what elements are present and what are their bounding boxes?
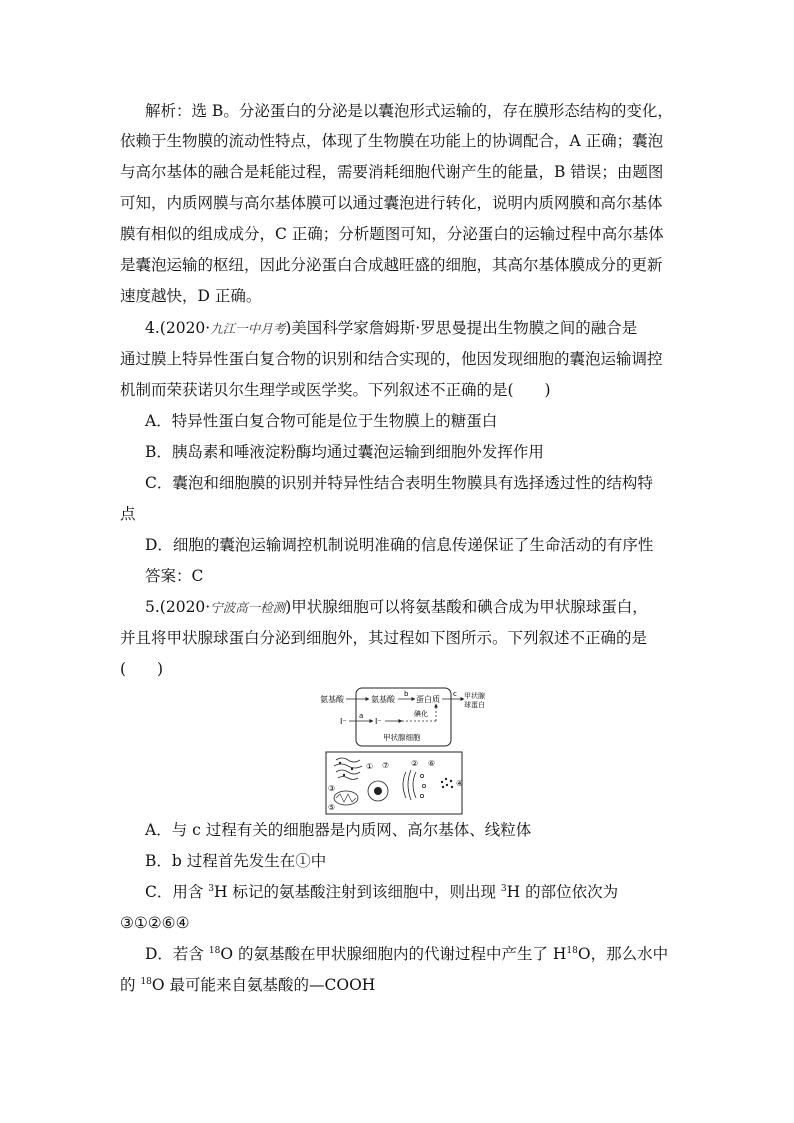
q5-stem-line-1 bbox=[145, 597, 648, 618]
label-1: ① bbox=[366, 762, 374, 771]
iodide-outside-label: I⁻ bbox=[340, 717, 347, 726]
product-label-2: 球蛋白 bbox=[464, 701, 485, 709]
q5-year: (2020· bbox=[159, 598, 211, 616]
label-7: ⑦ bbox=[382, 761, 390, 770]
q4-option-a: A．特异性蛋白复合物可能是位于生物膜上的糖蛋白 bbox=[145, 412, 498, 430]
q4-option-c-line-2: 点 bbox=[120, 505, 136, 523]
q4-option-c-line-1: C．囊泡和细胞膜的识别并特异性结合表明生物膜具有选择透过性的结构特 bbox=[145, 474, 653, 492]
endoplasmic-reticulum bbox=[334, 758, 362, 780]
label-a: a bbox=[359, 712, 364, 720]
label-c: c bbox=[453, 690, 457, 698]
amino-acid-outside-label: 氨基酸 bbox=[320, 695, 344, 704]
iodination-label: 碘化 bbox=[414, 710, 428, 718]
q4-stem-line-3: 机制而荣获诺贝尔生理学或医学奖。下列叙述不正确的是( ) bbox=[120, 381, 551, 399]
secretory-vesicles bbox=[441, 778, 453, 788]
q5-option-d-line-2-sup: 18 bbox=[140, 977, 152, 987]
q5-option-d-line-2-prefix: 的 bbox=[120, 976, 141, 994]
q4-stem-line-2: 通过膜上特异性蛋白复合物的识别和结合实现的，他因发现细胞的囊泡运输调控 bbox=[120, 350, 663, 368]
q5-option-d-mid: O 的氨基酸在甲状腺细胞内的代谢过程中产生了 H bbox=[220, 945, 567, 963]
q4-option-d: D．细胞的囊泡运输调控机制说明准确的信息传递保证了生命活动的有序性 bbox=[145, 536, 654, 554]
mitochondrion-cristae bbox=[336, 794, 356, 802]
cell-name-label: 甲状腺细胞 bbox=[383, 733, 421, 742]
protein-label: 蛋白质 bbox=[416, 695, 440, 704]
q5-option-c-line-1 bbox=[145, 882, 618, 902]
label-4: ④ bbox=[456, 779, 464, 788]
analysis-line-1: 解析：选 B。分泌蛋白的分泌是以囊泡形式运输的，存在膜形态结构的变化， bbox=[145, 102, 673, 120]
label-2: ② bbox=[411, 759, 419, 768]
thyroid-cell-diagram bbox=[318, 686, 485, 816]
q5-option-d-sup-2: 18 bbox=[566, 946, 578, 956]
iodide-inside-label: I⁻ bbox=[375, 717, 382, 726]
q5-option-a: A．与 c 过程有关的细胞器是内质网、高尔基体、线粒体 bbox=[145, 821, 532, 839]
q4-source: 九江一中月考 bbox=[210, 321, 286, 336]
q5-option-c-sup-1: 3 bbox=[208, 884, 215, 894]
q5-option-d-line-2 bbox=[120, 975, 375, 995]
q5-option-c-prefix: C．用含 bbox=[145, 883, 209, 901]
label-b: b bbox=[404, 690, 409, 698]
amino-acid-inside-label: 氨基酸 bbox=[371, 695, 395, 704]
q5-number: 5. bbox=[145, 598, 160, 616]
q5-stem-line-3: ( ) bbox=[120, 660, 164, 678]
product-label-1: 甲状腺 bbox=[464, 692, 485, 700]
golgi-apparatus bbox=[403, 770, 426, 800]
analysis-line-5: 膜有相似的组成成分，C 正确；分析题图可知，分泌蛋白的运输过程中高尔基体 bbox=[120, 225, 664, 243]
analysis-line-4: 可知，内质网膜与高尔基体膜可以通过囊泡进行转化，说明内质网膜和高尔基体 bbox=[120, 194, 663, 212]
q4-stem-text-1: )美国科学家詹姆斯·罗思曼提出生物膜之间的融合是 bbox=[285, 319, 638, 337]
q5-stem-line-2: 并且将甲状腺球蛋白分泌到细胞外，其过程如下图所示。下列叙述不正确的是 bbox=[120, 629, 648, 647]
q5-option-c-mid: H 标记的氨基酸注射到该细胞中，则出现 bbox=[214, 883, 501, 901]
q5-option-d-line-1 bbox=[145, 944, 668, 964]
q4-number: 4. bbox=[145, 319, 160, 337]
thyroid-cell-figure bbox=[318, 686, 485, 816]
q4-stem-line-1 bbox=[145, 318, 637, 339]
q5-option-d-end: O，那么水中 bbox=[577, 945, 669, 963]
q4-answer: 答案：C bbox=[145, 567, 204, 585]
q5-option-d-sup-1: 18 bbox=[208, 946, 221, 956]
q5-option-d-line-2-end: O 最可能来自氨基酸的—COOH bbox=[151, 976, 376, 994]
q5-option-d-prefix: D．若含 bbox=[145, 945, 209, 963]
label-6: ⑥ bbox=[428, 759, 436, 768]
analysis-line-3: 与高尔基体的融合是耗能过程，需要消耗细胞代谢产生的能量，B 错误；由题图 bbox=[120, 163, 664, 181]
q5-option-c-end: H 的部位依次为 bbox=[506, 883, 619, 901]
q4-option-b: B．胰岛素和唾液淀粉酶均通过囊泡运输到细胞外发挥作用 bbox=[145, 443, 544, 461]
analysis-line-6: 是囊泡运输的枢纽，因此分泌蛋白合成越旺盛的细胞，其高尔基体膜成分的更新 bbox=[120, 256, 663, 274]
q5-option-c-line-2: ③①②⑥④ bbox=[120, 914, 190, 932]
q4-year: (2020· bbox=[159, 319, 211, 337]
nucleolus-shape bbox=[374, 787, 382, 795]
q5-option-c-sup-2: 3 bbox=[500, 884, 507, 894]
q5-stem-text-1: )甲状腺细胞可以将氨基酸和碘合成为甲状腺球蛋白， bbox=[285, 598, 648, 616]
label-5: ⑤ bbox=[328, 803, 336, 812]
analysis-line-7: 速度越快，D 正确。 bbox=[120, 287, 262, 305]
q5-option-b: B．b 过程首先发生在①中 bbox=[145, 852, 327, 870]
label-3: ③ bbox=[328, 784, 336, 793]
analysis-line-2: 依赖于生物膜的流动性特点，体现了生物膜在功能上的协调配合，A 正确；囊泡 bbox=[120, 132, 664, 150]
q5-source: 宁波高一检测 bbox=[210, 600, 286, 615]
